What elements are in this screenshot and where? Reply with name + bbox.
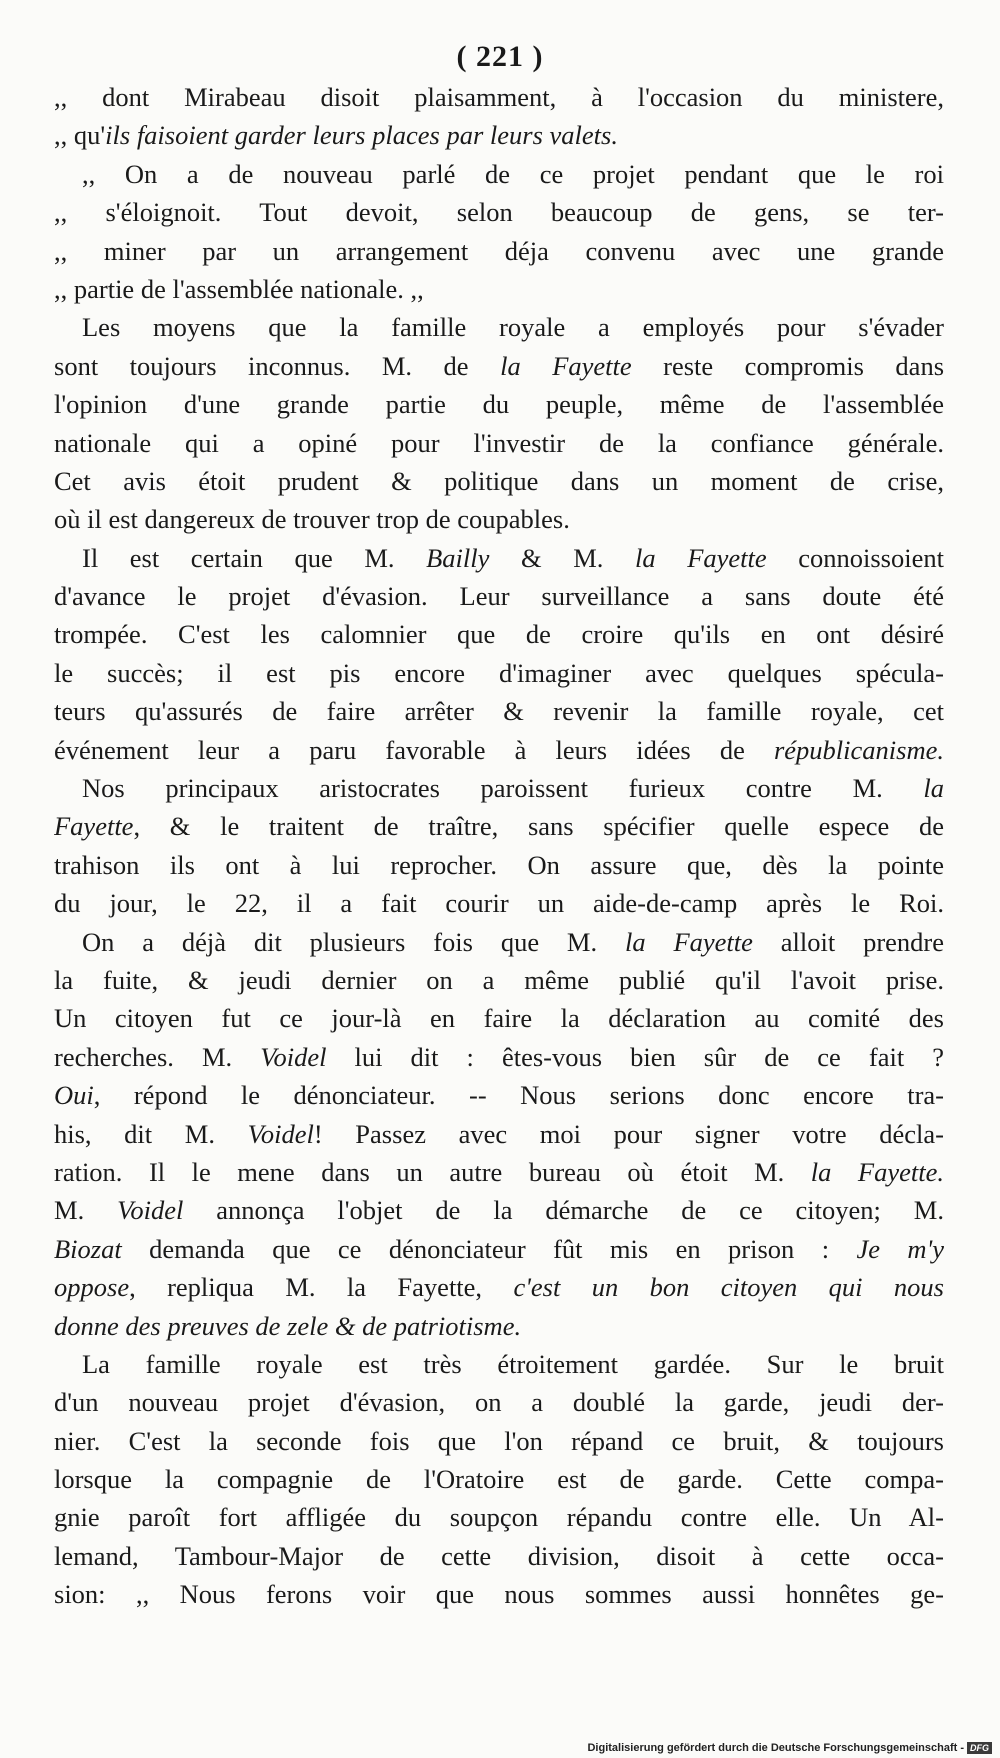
text-line xyxy=(54,884,944,922)
text-line xyxy=(54,807,944,845)
credit-text: Digitalisierung gefördert durch die Deutsche Forschungsgemeinschaft - xyxy=(587,1742,964,1754)
text-line xyxy=(54,1575,944,1613)
text-run: connoissoient xyxy=(766,542,944,573)
text-run: sion: ,, Nous ferons voir que nous sommes aussi honnêtes ge- xyxy=(54,1579,944,1610)
text-run: ,, partie de l'assemblée nationale. ,, xyxy=(54,273,424,304)
text-run: nationale qui a opiné pour l'investir de la confiance générale. xyxy=(54,427,944,458)
text-line xyxy=(54,1307,944,1345)
text-line xyxy=(54,654,944,692)
text-line xyxy=(54,692,944,730)
text-run: le succès; il est pis encore d'imaginer avec quelques spécula- xyxy=(54,657,944,688)
text-run: d'un nouveau projet d'évasion, on a doublé la garde, jeudi der- xyxy=(54,1387,944,1418)
text-run: trahison ils ont à lui reprocher. On assure que, dès la pointe xyxy=(54,849,944,880)
italic-run: Voidel xyxy=(260,1041,327,1072)
text-run: , repliqua M. la Fayette, xyxy=(129,1272,514,1303)
text-run: ,, dont Mirabeau disoit plaisamment, à l'occasion du ministere, xyxy=(54,82,944,112)
italic-run: Voidel xyxy=(247,1118,314,1149)
text-run: Cet avis étoit prudent & politique dans un moment de crise, xyxy=(54,465,944,496)
italic-run: Biozat xyxy=(54,1233,122,1264)
italic-run: ils faisoient garder leurs places par leurs valets. xyxy=(105,120,618,151)
text-run: trompée. C'est les calomnier que de croire qu'ils en ont désiré xyxy=(54,619,944,650)
text-line xyxy=(54,193,944,231)
text-line xyxy=(54,232,944,270)
text-line xyxy=(54,769,944,807)
text-line xyxy=(54,731,944,769)
italic-run: donne des preuves de zele & de patriotisme. xyxy=(54,1310,522,1341)
text-run: his, dit M. xyxy=(54,1118,248,1149)
dfg-logo: DFG xyxy=(967,1742,992,1754)
text-line xyxy=(54,539,944,577)
text-line xyxy=(54,577,944,615)
text-run: Il est certain que M. xyxy=(82,542,427,573)
text-run: l'opinion d'une grande partie du peuple, même de l'assemblée xyxy=(54,389,944,420)
text-line xyxy=(54,1076,944,1114)
text-line xyxy=(54,615,944,653)
text-run: alloit prendre xyxy=(752,926,944,957)
text-run: On a déjà dit plusieurs fois que M. xyxy=(82,926,625,957)
text-run: recherches. M. xyxy=(54,1041,261,1072)
text-run: lorsque la compagnie de l'Oratoire est de garde. Cette compa- xyxy=(54,1464,944,1495)
text-run: ! Passez avec moi pour signer votre décla- xyxy=(313,1118,944,1149)
text-line xyxy=(54,1115,944,1153)
text-line xyxy=(54,116,944,154)
text-run: , & le traitent de traître, sans spécifier quelle espece de xyxy=(133,811,944,842)
italic-run: Oui xyxy=(54,1080,94,1111)
text-line xyxy=(54,385,944,423)
italic-run: oppose xyxy=(54,1272,130,1303)
text-line xyxy=(54,1153,944,1191)
text-run: d'avance le projet d'évasion. Leur surveillance a sans doute été xyxy=(54,581,944,612)
italic-run: c'est un bon citoyen qui nous xyxy=(513,1272,944,1303)
text-line xyxy=(54,1191,944,1229)
italic-run: la Fayette. xyxy=(810,1156,944,1187)
text-run: ,, On a de nouveau parlé de ce projet pendant que le roi xyxy=(82,158,944,189)
text-line xyxy=(54,308,944,346)
text-line xyxy=(54,270,944,308)
text-line xyxy=(54,1230,944,1268)
body-text xyxy=(54,78,944,1614)
italic-run: républicanisme. xyxy=(773,734,944,765)
text-run: ,, miner par un arrangement déja convenu avec une grande xyxy=(54,235,944,266)
italic-run: Je m'y xyxy=(856,1233,944,1264)
text-run: Les moyens que la famille royale a employés pour s'évader xyxy=(82,312,944,343)
text-line xyxy=(54,500,944,538)
text-run: du jour, le 22, il a fait courir un aide-de-camp après le Roi. xyxy=(54,888,944,919)
text-line xyxy=(54,961,944,999)
text-run: Un citoyen fut ce jour-là en faire la déclaration au comité des xyxy=(54,1003,944,1034)
text-line xyxy=(54,1038,944,1076)
text-line xyxy=(54,1345,944,1383)
text-line xyxy=(54,923,944,961)
text-run: lui dit : êtes-vous bien sûr de ce fait ? xyxy=(326,1041,944,1072)
italic-run: Bailly xyxy=(426,542,490,573)
text-run: ,, qu' xyxy=(54,120,106,151)
text-line xyxy=(54,1460,944,1498)
italic-run: la Fayette xyxy=(624,926,753,957)
text-line xyxy=(54,1422,944,1460)
page-number: ( 221 ) xyxy=(456,40,544,73)
text-run: & M. xyxy=(489,542,635,573)
text-run: La famille royale est très étroitement gardée. Sur le bruit xyxy=(82,1348,944,1379)
italic-run: la xyxy=(923,773,944,804)
text-run: ,, s'éloignoit. Tout devoit, selon beaucoup de gens, se ter- xyxy=(54,197,944,228)
text-line xyxy=(54,999,944,1037)
italic-run: Fayette xyxy=(54,811,134,842)
text-run: M. xyxy=(54,1195,118,1226)
text-run: sont toujours inconnus. M. de xyxy=(54,350,501,381)
text-run: Nos principaux aristocrates paroissent furieux contre M. xyxy=(82,773,924,804)
text-line xyxy=(54,1383,944,1421)
text-line xyxy=(54,155,944,193)
text-run: reste compromis dans xyxy=(631,350,944,381)
text-line xyxy=(54,347,944,385)
text-run: où il est dangereux de trouver trop de coupables. xyxy=(54,504,570,535)
italic-run: la Fayette xyxy=(500,350,632,381)
text-line xyxy=(54,846,944,884)
text-run: gnie paroît fort affligée du soupçon répandu contre elle. Un Al- xyxy=(54,1502,944,1533)
text-run: événement leur a paru favorable à leurs idées de xyxy=(54,734,774,765)
digitization-credit xyxy=(587,1742,992,1754)
text-line xyxy=(54,78,944,116)
italic-run: Voidel xyxy=(117,1195,184,1226)
text-line xyxy=(54,1498,944,1536)
text-run: , répond le dénonciateur. -- Nous serions donc encore tra- xyxy=(93,1080,944,1111)
text-run: demanda que ce dénonciateur fût mis en prison : xyxy=(121,1233,857,1264)
italic-run: la Fayette xyxy=(635,542,767,573)
text-run: teurs qu'assurés de faire arrêter & revenir la famille royale, cet xyxy=(54,696,944,727)
text-run: la fuite, & jeudi dernier on a même publié qu'il l'avoit prise. xyxy=(54,964,944,995)
text-run: lemand, Tambour-Major de cette division, disoit à cette occa- xyxy=(54,1540,944,1571)
text-run: ration. Il le mene dans un autre bureau où étoit M. xyxy=(54,1156,811,1187)
text-run: nier. C'est la seconde fois que l'on répand ce bruit, & toujours xyxy=(54,1425,944,1456)
text-line xyxy=(54,462,944,500)
text-line xyxy=(54,1268,944,1306)
text-line xyxy=(54,424,944,462)
text-run: annonça l'objet de la démarche de ce citoyen; M. xyxy=(183,1195,944,1226)
text-line xyxy=(54,1537,944,1575)
